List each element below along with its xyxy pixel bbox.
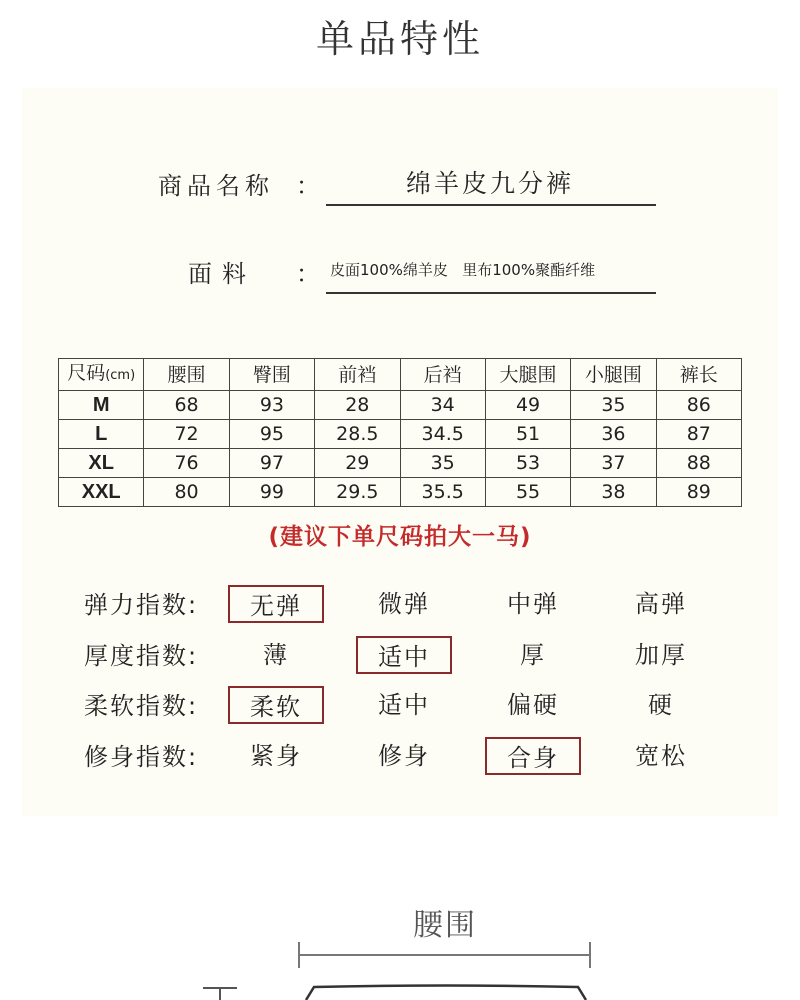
table-cell: 49 <box>485 391 570 420</box>
size-table-header-cell: 裤长 <box>656 359 741 391</box>
table-cell: 28 <box>315 391 400 420</box>
size-cell: XL <box>59 449 144 478</box>
index-option: 适中 <box>356 636 452 674</box>
size-header-unit: (cm) <box>105 368 136 383</box>
table-cell: 29 <box>315 449 400 478</box>
table-cell: 29.5 <box>315 478 400 507</box>
size-table-header-cell: 腰围 <box>144 359 229 391</box>
product-name-colon: ： <box>296 172 320 200</box>
size-table <box>58 358 742 507</box>
index-option: 柔软 <box>228 686 324 724</box>
table-row <box>59 449 742 478</box>
size-table-header-cell: 臀围 <box>229 359 314 391</box>
size-table-header-cell <box>59 359 144 391</box>
thickness-index-row <box>0 636 800 676</box>
table-cell: 88 <box>656 449 741 478</box>
table-cell: 35 <box>400 449 485 478</box>
table-cell: 37 <box>571 449 656 478</box>
fit-index-row <box>0 737 800 777</box>
page-title: 单品特性 <box>315 17 484 61</box>
product-name-underline <box>326 204 656 206</box>
table-cell: 68 <box>144 391 229 420</box>
table-cell: 51 <box>485 420 570 449</box>
waistband-outline <box>306 986 586 1000</box>
index-option: 偏硬 <box>507 691 559 719</box>
index-option: 无弹 <box>228 585 324 623</box>
size-header-label: 尺码 <box>67 362 106 384</box>
index-option: 薄 <box>263 641 289 669</box>
size-table-header-cell: 后裆 <box>400 359 485 391</box>
size-table-header-cell: 大腿围 <box>485 359 570 391</box>
index-option: 合身 <box>485 737 581 775</box>
index-option: 修身 <box>378 742 430 770</box>
table-cell: 93 <box>229 391 314 420</box>
table-cell: 35.5 <box>400 478 485 507</box>
table-cell: 36 <box>571 420 656 449</box>
size-table-header-cell: 前裆 <box>315 359 400 391</box>
fabric-value: 皮面100%绵羊皮 里布100%聚酯纤维 <box>330 261 596 279</box>
size-table-header-row <box>59 359 742 391</box>
table-cell: 38 <box>571 478 656 507</box>
index-option: 硬 <box>648 691 674 719</box>
table-cell: 80 <box>144 478 229 507</box>
table-cell: 76 <box>144 449 229 478</box>
size-table-header-cell: 小腿围 <box>571 359 656 391</box>
index-option: 微弹 <box>378 590 430 618</box>
fabric-colon: ： <box>296 260 320 288</box>
index-label: 修身指数: <box>84 743 199 771</box>
table-cell: 89 <box>656 478 741 507</box>
index-option: 加厚 <box>635 641 687 669</box>
index-label: 弹力指数: <box>84 591 199 619</box>
table-cell: 87 <box>656 420 741 449</box>
index-label: 厚度指数: <box>84 642 199 670</box>
softness-index-row <box>0 686 800 726</box>
table-cell: 34.5 <box>400 420 485 449</box>
index-option: 中弹 <box>507 590 559 618</box>
size-cell: XXL <box>59 478 144 507</box>
waist-measure-diagram <box>0 930 800 1000</box>
table-cell: 72 <box>144 420 229 449</box>
index-option: 紧身 <box>250 742 302 770</box>
table-row <box>59 478 742 507</box>
index-option: 高弹 <box>635 590 687 618</box>
product-name-label: 商品名称 <box>158 172 274 200</box>
table-cell: 99 <box>229 478 314 507</box>
table-cell: 86 <box>656 391 741 420</box>
index-option: 适中 <box>378 691 430 719</box>
table-cell: 28.5 <box>315 420 400 449</box>
table-cell: 53 <box>485 449 570 478</box>
table-row <box>59 420 742 449</box>
index-option: 宽松 <box>635 742 687 770</box>
fabric-label: 面料 <box>188 260 256 288</box>
index-option: 厚 <box>520 641 546 669</box>
size-cell: L <box>59 420 144 449</box>
fabric-underline <box>326 292 656 294</box>
size-cell: M <box>59 391 144 420</box>
table-cell: 95 <box>229 420 314 449</box>
elasticity-index-row <box>0 585 800 625</box>
waist-measure-title: 腰围 <box>413 908 477 943</box>
table-row <box>59 391 742 420</box>
table-cell: 34 <box>400 391 485 420</box>
product-name-value: 绵羊皮九分裤 <box>405 169 574 198</box>
table-cell: 35 <box>571 391 656 420</box>
table-cell: 55 <box>485 478 570 507</box>
index-label: 柔软指数: <box>84 692 199 720</box>
table-cell: 97 <box>229 449 314 478</box>
size-advice-note: (建议下单尺码拍大一马) <box>268 524 532 550</box>
